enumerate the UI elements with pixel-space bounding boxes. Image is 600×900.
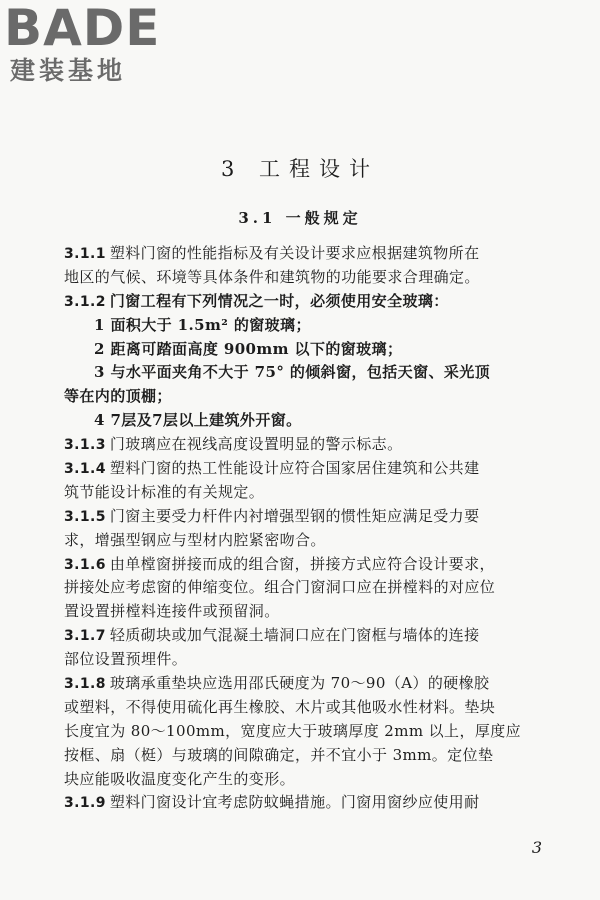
text-line [64,314,542,338]
logo-subtitle: 建装基地 [10,56,127,85]
text-line [64,624,542,648]
line-text: 拼接处应考虑窗的伸缩变位。组合门窗洞口应在拼樘料的对应位 [64,578,496,597]
line-text: 门窗主要受力杆件内衬增强型钢的惯性矩应满足受力要 [109,506,480,525]
text-line [64,409,542,433]
text-line [64,648,542,672]
line-text: 门玻璃应在视线高度设置明显的警示标志。 [109,435,403,454]
text-line [64,481,542,505]
line-text: 部位设置预埋件。 [64,650,188,669]
line-text: 2 距离可踏面高度 900mm 以下的窗玻璃； [94,339,403,358]
clause-number: 3.1.1 [64,246,106,262]
clause-number: 3.1.8 [64,676,106,693]
text-line [64,720,542,744]
logo [4,2,184,86]
line-text: 门窗工程有下列情况之一时，必须使用安全玻璃： [109,291,449,310]
clause-number: 3.1.6 [64,556,106,573]
text-line [64,457,542,481]
chapter-title: 3 工程设计 [220,157,380,181]
line-text: 3 与水平面夹角不大于 75° 的倾斜窗，包括天窗、采光顶 [94,363,491,382]
line-text: 4 7层及7层以上建筑外开窗。 [94,411,302,430]
clause-number: 3.1.9 [64,795,106,812]
text-line [64,242,542,266]
page-number: 3 [531,838,542,857]
text-line [64,385,542,409]
line-text: 塑料门窗设计宜考虑防蚊蝇措施。门窗用窗纱应使用耐 [109,793,480,812]
line-text: 等在内的顶棚； [64,387,172,406]
line-text: 按框、扇（梃）与玻璃的间隙确定，并不宜小于 3mm。定位垫 [64,745,494,764]
text-line [64,338,542,362]
clause-number: 3.1.2 [64,293,106,310]
text-line [64,696,542,720]
line-text: 或塑料，不得使用硫化再生橡胶、木片或其他吸水性材料。垫块 [64,697,496,716]
line-text: 1 面积大于 1.5m² 的窗玻璃； [94,315,311,334]
text-line [64,266,542,290]
clause-number: 3.1.5 [64,508,106,525]
text-line [64,600,542,624]
line-text: 轻质砌块或加气混凝土墙洞口应在门窗框与墙体的连接 [109,626,480,645]
text-line [64,529,542,553]
line-text: 由单樘窗拼接而成的组合窗，拼接方式应符合设计要求， [109,554,495,573]
text-line [64,505,542,529]
text-line [64,290,542,314]
line-text: 置设置拼樘料连接件或预留洞。 [64,602,280,621]
line-text: 长度宜为 80～100mm，宽度应大于玻璃厚度 2mm 以上，厚度应 [64,721,522,740]
line-text: 塑料门窗的热工性能设计应符合国家居住建筑和公共建 [109,459,480,478]
line-text: 塑料门窗的性能指标及有关设计要求应根据建筑物所在 [109,244,480,262]
text-line [64,768,542,792]
text-line [64,791,542,815]
text-line [64,361,542,385]
text-line [64,672,542,696]
logo-mark: BADE [4,0,161,57]
text-line [64,744,542,768]
text-line [64,433,542,457]
clause-number: 3.1.4 [64,461,106,478]
line-text: 筑节能设计标准的有关规定。 [64,482,265,501]
line-text: 玻璃承重垫块应选用邵氏硬度为 70～90（A）的硬橡胶 [109,674,490,693]
line-text: 求，增强型钢应与型材内腔紧密吻合。 [64,530,326,549]
line-text: 地区的气候、环境等具体条件和建筑物的功能要求合理确定。 [64,267,480,286]
clause-number: 3.1.7 [64,628,106,645]
section-title: 3.1 一般规定 [238,209,362,227]
line-text: 块应能吸收温度变化产生的变形。 [64,769,296,788]
document-body [64,242,542,815]
text-line [64,576,542,600]
text-line [64,553,542,577]
clause-number: 3.1.3 [64,437,106,454]
